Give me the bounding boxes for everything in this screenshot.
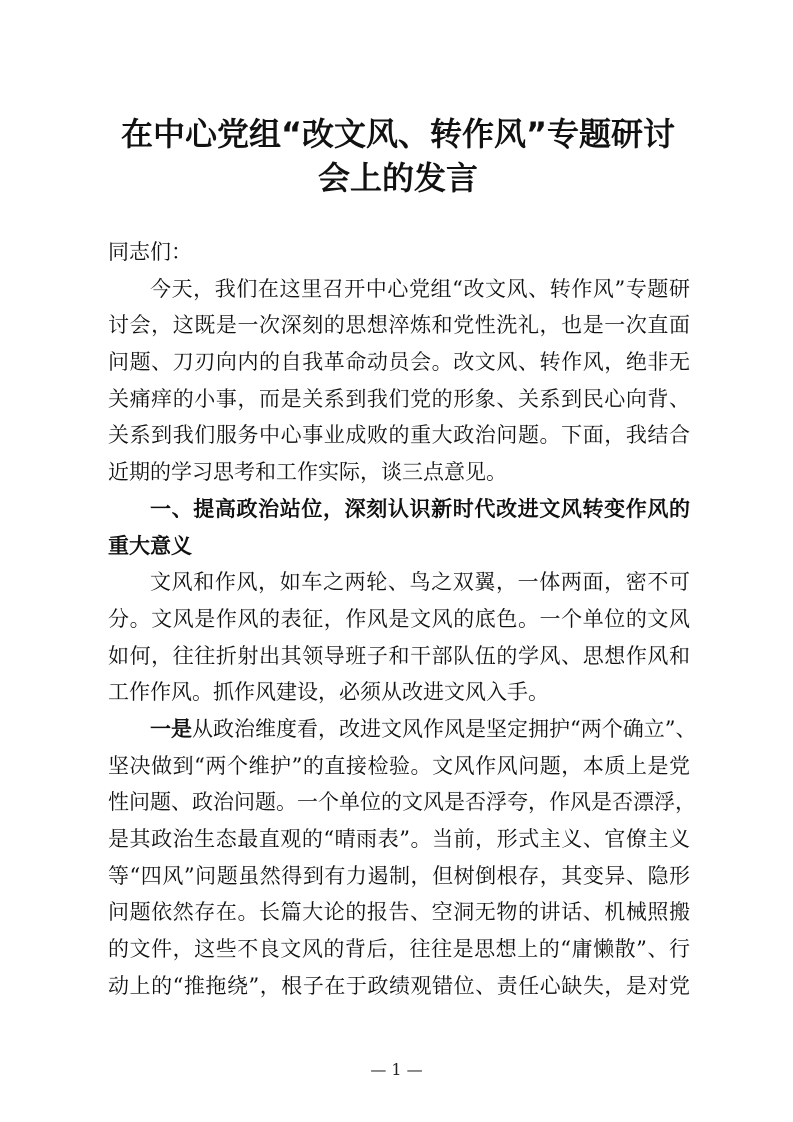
line-text: 的文件，这些不良文风的背后，往往是思想上的“庸懒散”、行 [108, 937, 690, 962]
line-text: 今天，我们在这里召开中心党组“改文风、转作风”专题研 [150, 276, 690, 301]
title-line-2: 会上的发言 [317, 159, 478, 197]
line-text: 坚决做到“两个维护”的直接检验。文风作风问题，本质上是党 [108, 753, 690, 778]
text-line [108, 784, 696, 821]
line-text: 从政治维度看，改进文风作风是坚定拥护“两个确立”、 [192, 716, 697, 741]
text-line [108, 417, 690, 454]
paragraph [108, 271, 690, 491]
line-text: 工作作风。抓作风建设，必须从改进文风入手。 [108, 680, 549, 705]
text-line [108, 858, 690, 895]
line-text: 关系到我们服务中心事业成败的重大政治问题。下面，我结合 [108, 423, 690, 448]
salutation: 同志们： [108, 240, 192, 264]
document-title [100, 112, 696, 200]
text-line [108, 454, 690, 491]
text-line [108, 271, 690, 308]
line-text: 关痛痒的小事，而是关系到我们党的形象、关系到民心向背、 [108, 386, 690, 411]
text-line [108, 344, 690, 381]
text-line [108, 968, 690, 1005]
line-text: 动上的“推拖绕”，根子在于政绩观错位、责任心缺失，是对党 [108, 973, 690, 998]
document-body [108, 234, 697, 1004]
text-line [108, 821, 690, 858]
line-text: 如何，往往折射出其领导班子和干部队伍的学风、思想作风和 [108, 643, 690, 668]
section-heading [108, 491, 690, 564]
line-text: 分。文风是作风的表征，作风是文风的底色。一个单位的文风 [108, 606, 690, 631]
line-text: 一、提高政治站位，深刻认识新时代改进文风转变作风的 [150, 496, 690, 521]
text-line [108, 711, 697, 748]
paragraph [108, 711, 697, 1005]
bold-lead: 一是 [150, 716, 192, 741]
line-text: 问题依然存在。长篇大论的报告、空洞无物的讲话、机械照搬 [108, 900, 690, 925]
line-text: 等“四风”问题虽然得到有力遏制，但树倒根存，其变异、隐形 [108, 863, 690, 888]
text-line [108, 601, 690, 638]
line-text: 重大意义 [108, 533, 192, 558]
line-text: 文风和作风，如车之两轮、鸟之双翼，一体两面，密不可 [150, 570, 690, 595]
text-line [108, 931, 690, 968]
line-text: 是其政治生态最直观的“晴雨表”。当前，形式主义、官僚主义 [108, 827, 690, 851]
text-line [108, 491, 690, 528]
paragraph [108, 564, 690, 711]
line-text: 性问题、政治问题。一个单位的文风是否浮夸，作风是否漂浮， [108, 790, 696, 815]
text-line [108, 638, 690, 675]
line-text: 问题、刀刃向内的自我革命动员会。改文风、转作风，绝非无 [108, 350, 690, 375]
title-line-1: 在中心党组“改文风、转作风”专题研讨 [120, 115, 676, 153]
text-line [108, 564, 690, 601]
text-line [108, 894, 690, 931]
text-line [108, 748, 690, 785]
line-text: 讨会，这既是一次深刻的思想淬炼和党性洗礼，也是一次直面 [108, 313, 690, 338]
text-line [108, 674, 690, 711]
text-line [108, 381, 690, 418]
line-text: 近期的学习思考和工作实际，谈三点意见。 [108, 460, 507, 485]
text-line [108, 528, 690, 565]
page-number: — 1 — [370, 1060, 423, 1079]
text-line [108, 307, 690, 344]
